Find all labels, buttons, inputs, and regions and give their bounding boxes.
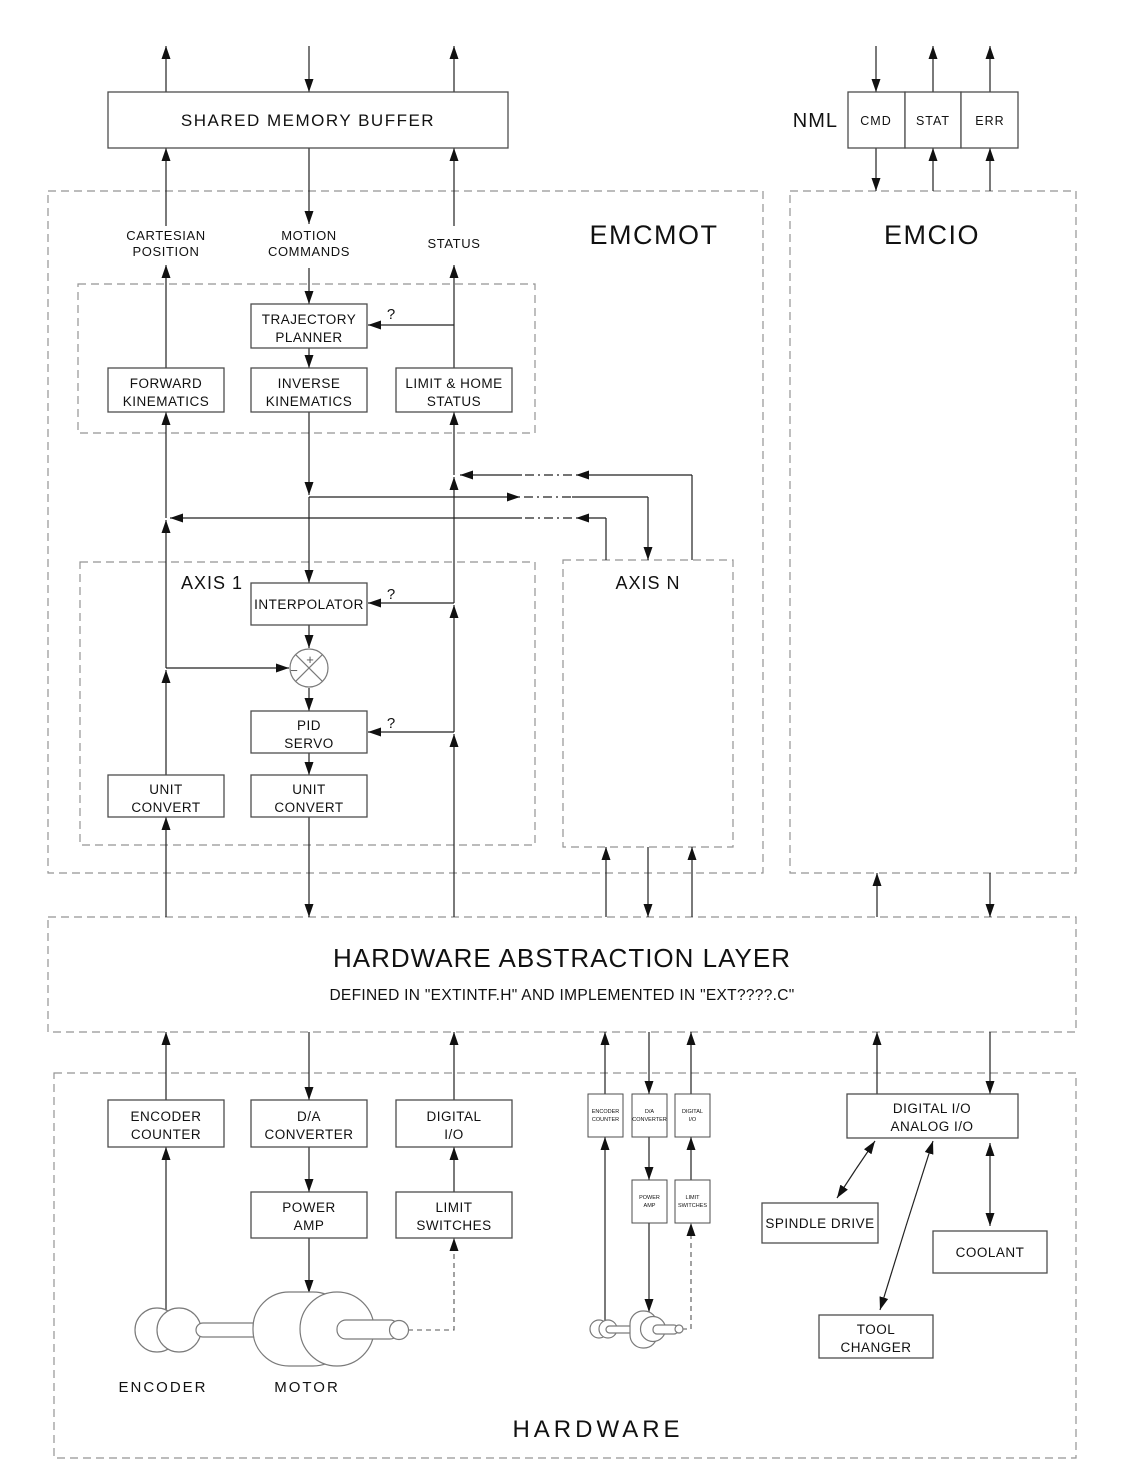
nml-label: NML [792, 110, 838, 132]
shared-memory-buffer-label: SHARED MEMORY BUFFER [180, 111, 436, 130]
power-amp-small-box [632, 1180, 667, 1223]
digital-io-small-label-line1: DIGITAL [682, 1109, 703, 1115]
nml-stat-label: STAT [915, 114, 951, 128]
nml-block [793, 92, 1018, 148]
nml-err-label: ERR [975, 114, 1005, 128]
inverse-kinematics-label-line1: INVERSE [277, 376, 341, 391]
unit-convert-feedback-block [108, 775, 224, 817]
emcmot-title: EMCMOT [589, 220, 719, 250]
digital-io-block [396, 1100, 512, 1147]
cartesian-position-label-line1: CARTESIAN [126, 228, 206, 243]
unit-convert-output-block [251, 775, 367, 817]
power-amp-block [251, 1192, 367, 1238]
digital-analog-io-label-line2: ANALOG I/O [890, 1119, 974, 1134]
tool-changer-label-line2: CHANGER [840, 1340, 912, 1355]
da-converter-label-line2: CONVERTER [264, 1127, 354, 1142]
interpolator-block [251, 583, 367, 625]
summing-junction-icon [290, 649, 328, 687]
trajectory-planner-label-line1: TRAJECTORY [261, 312, 357, 327]
limit-home-status-block [396, 368, 512, 412]
forward-kinematics-label-line1: FORWARD [129, 376, 203, 391]
summing-minus-sign: − [290, 663, 298, 678]
motor-small-icon [606, 1311, 683, 1348]
motor-icon [196, 1292, 409, 1366]
hardware-title: HARDWARE [512, 1416, 684, 1443]
da-converter-label-line1: D/A [296, 1109, 322, 1124]
coolant-label: COOLANT [955, 1245, 1025, 1260]
hal-frame [48, 917, 1076, 1032]
emcio-title: EMCIO [883, 220, 981, 250]
forward-kinematics-block [108, 368, 224, 412]
encoder-icon [135, 1308, 201, 1352]
digital-io-small-label-line2: I/O [688, 1117, 697, 1123]
spindle-drive-label: SPINDLE DRIVE [765, 1216, 875, 1231]
cartesian-position-label-line2: POSITION [132, 244, 200, 259]
inverse-kinematics-block [251, 368, 367, 412]
bus-labels [126, 228, 480, 259]
encoder-caption: ENCODER [118, 1379, 208, 1396]
unit-convert-feedback-label-line2: CONVERT [131, 800, 201, 815]
axisn-title: AXIS N [615, 573, 681, 593]
digital-io-small-box [675, 1094, 710, 1137]
pid-servo-block [251, 711, 367, 753]
encoder-counter-small-label-line1: ENCODER [591, 1109, 620, 1115]
pid-servo-label-line2: SERVO [284, 736, 334, 751]
motion-commands-label-line1: MOTION [281, 228, 337, 243]
power-amp-label-line2: AMP [293, 1218, 325, 1233]
limit-switches-small-label-line1: LIMIT [685, 1195, 700, 1201]
unit-convert-feedback-label-line1: UNIT [149, 782, 183, 797]
da-converter-small-box [632, 1094, 667, 1137]
tool-changer-block [819, 1315, 933, 1358]
emcmot-section-frame [48, 191, 763, 873]
da-converter-small-label-line1: D/A [644, 1109, 655, 1115]
interpolator-label: INTERPOLATOR [254, 597, 364, 612]
unit-convert-output-label-line2: CONVERT [274, 800, 344, 815]
encoder-counter-small-label-line2: COUNTER [591, 1117, 620, 1123]
encoder-counter-label-line2: COUNTER [130, 1127, 202, 1142]
digital-io-label-line1: DIGITAL [426, 1109, 482, 1124]
hal-subtitle: DEFINED IN "EXTINTF.H" AND IMPLEMENTED IN "EXT????.C" [329, 987, 795, 1004]
da-converter-small-block [632, 1094, 667, 1137]
limit-switches-label-line1: LIMIT [435, 1200, 473, 1215]
encoder-counter-label-line1: ENCODER [130, 1109, 202, 1124]
limit-switches-small-box [675, 1180, 710, 1223]
limit-home-status-label-line1: LIMIT & HOME [405, 376, 503, 391]
unit-convert-output-label-line1: UNIT [292, 782, 326, 797]
trajectory-planner-block [251, 304, 367, 348]
power-amp-small-label-line2: AMP [643, 1203, 656, 1209]
inverse-kinematics-label-line2: KINEMATICS [265, 394, 353, 409]
motor-caption: MOTOR [274, 1379, 340, 1396]
limit-switches-small-label-line2: SWITCHES [677, 1203, 708, 1209]
power-amp-small-block [632, 1180, 667, 1223]
digital-io-small-block [675, 1094, 710, 1137]
hal-title: HARDWARE ABSTRACTION LAYER [333, 943, 791, 973]
spindle-drive-block [762, 1203, 878, 1243]
power-amp-label-line1: POWER [282, 1200, 336, 1215]
trajectory-question-mark: ? [386, 306, 396, 323]
status-label: STATUS [427, 236, 481, 251]
axisn-frame [563, 560, 733, 847]
power-amp-small-label-line1: POWER [639, 1195, 660, 1201]
forward-kinematics-label-line2: KINEMATICS [122, 394, 210, 409]
shared-memory-buffer-block [108, 92, 508, 148]
encoder-counter-block [108, 1100, 224, 1147]
interpolator-question-mark: ? [386, 586, 396, 603]
encoder-counter-small-block [588, 1094, 623, 1137]
trajectory-planner-label-line2: PLANNER [275, 330, 343, 345]
motion-commands-label-line2: COMMANDS [267, 244, 351, 259]
nml-cmd-label: CMD [860, 114, 892, 128]
tool-changer-label-line1: TOOL [856, 1322, 896, 1337]
pid-servo-label-line1: PID [296, 718, 322, 733]
coolant-block [933, 1231, 1047, 1273]
pid-question-mark: ? [386, 715, 396, 732]
summing-plus-sign: + [306, 652, 314, 667]
limit-switches-label-line2: SWITCHES [416, 1218, 492, 1233]
da-converter-small-label-line2: CONVERTER [632, 1117, 667, 1123]
limit-home-status-label-line2: STATUS [426, 394, 482, 409]
limit-switches-small-block [675, 1180, 710, 1223]
axis1-title: AXIS 1 [180, 573, 244, 593]
emcio-section-frame [790, 191, 1076, 873]
encoder-counter-small-box [588, 1094, 623, 1137]
limit-switches-block [396, 1192, 512, 1238]
hal-block [329, 943, 794, 1004]
digital-io-label-line2: I/O [444, 1127, 464, 1142]
digital-analog-io-label-line1: DIGITAL I/O [892, 1101, 972, 1116]
da-converter-block [251, 1100, 367, 1147]
digital-analog-io-block [847, 1094, 1018, 1138]
